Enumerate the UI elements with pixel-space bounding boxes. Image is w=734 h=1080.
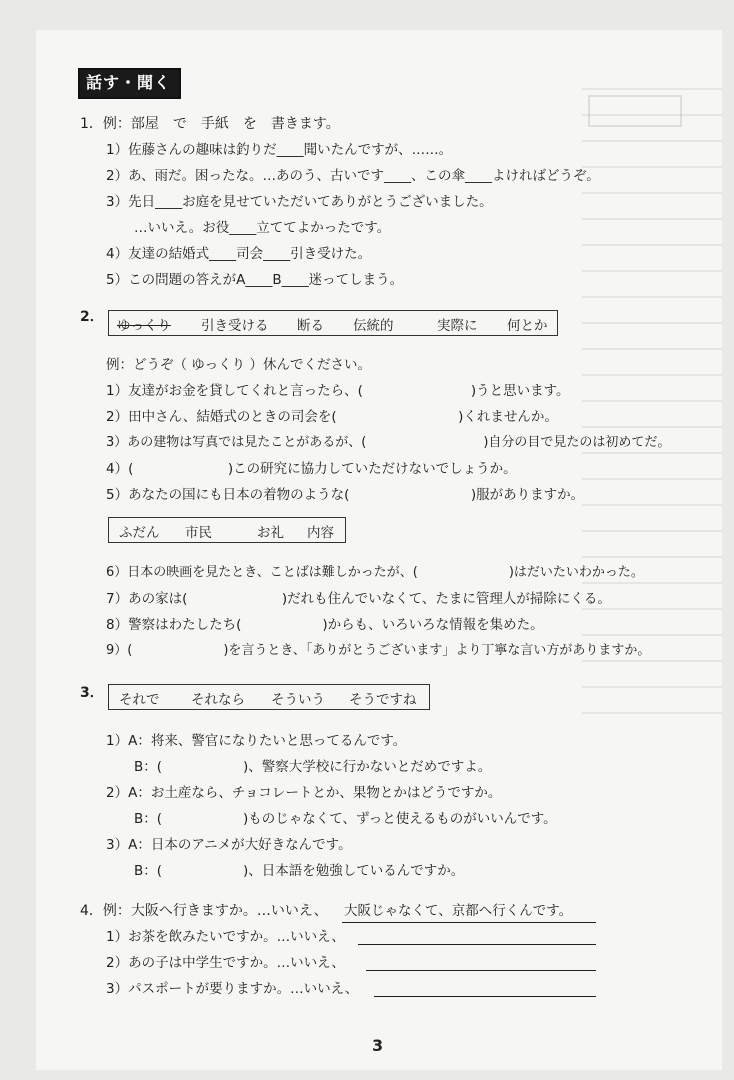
ex3-item-3-b: B：( )、日本語を勉強しているんですか。 bbox=[134, 863, 465, 879]
ex4-item-2: 2）あの子は中学生ですか。…いいえ、 bbox=[106, 955, 345, 971]
ex2-item-6: 6）日本の映画を見たとき、ことばは難しかったが、( )はだいたいわかった。 bbox=[106, 565, 644, 580]
answer-line[interactable] bbox=[366, 970, 596, 971]
ex1-item-1: 1）佐藤さんの趣味は釣りだ____聞いたんですが、……。 bbox=[106, 142, 453, 158]
bleed-through-tab bbox=[588, 95, 682, 127]
ex4-item-3: 3）パスポートが要りますか。…いいえ、 bbox=[106, 981, 359, 997]
word-box-item: お礼 bbox=[257, 525, 284, 541]
word-box-item: 引き受ける bbox=[201, 318, 269, 334]
ex1-item-3: 3）先日____お庭を見せていただいてありがとうございました。 bbox=[106, 194, 493, 210]
ex2-item-3: 3）あの建物は写真では見たことがあるが、( )自分の目で見たのは初めてだ。 bbox=[106, 435, 671, 450]
word-box-item: そうですね bbox=[349, 692, 417, 708]
word-box-item: それで bbox=[119, 692, 160, 708]
ex3-item-2-b: B：( )ものじゃなくて、ずっと使えるものがいいんです。 bbox=[134, 811, 557, 827]
ex2-item-7: 7）あの家は( )だれも住んでいなくて、たまに管理人が掃除にくる。 bbox=[106, 591, 611, 607]
ex2-number: 2． bbox=[80, 309, 104, 325]
answer-line[interactable] bbox=[358, 944, 596, 945]
bleed-through-texture bbox=[582, 88, 722, 728]
ex3-word-box bbox=[108, 684, 430, 710]
ex1-example: 1．例：部屋 で 手紙 を 書きます。 bbox=[80, 116, 340, 132]
ex1-item-3-reply: …いいえ。お役____立ててよかったです。 bbox=[134, 220, 391, 236]
ex4-item-1: 1）お茶を飲みたいですか。…いいえ、 bbox=[106, 929, 345, 945]
word-box-item: 市民 bbox=[185, 525, 212, 541]
word-box-item: ゆっくり bbox=[117, 318, 171, 334]
ex2-item-4: 4）( )この研究に協力していただけないでしょうか。 bbox=[106, 461, 517, 477]
ex2-item-2: 2）田中さん、結婚式のときの司会を( )くれませんか。 bbox=[106, 409, 558, 425]
ex2-item-1: 1）友達がお金を貸してくれと言ったら、( )うと思います。 bbox=[106, 383, 570, 399]
ex2-item-9: 9）( )を言うとき、「ありがとうございます」より丁寧な言い方がありますか。 bbox=[106, 643, 651, 658]
ex2-item-8: 8）警察はわたしたち( )からも、いろいろな情報を集めた。 bbox=[106, 617, 544, 633]
ex3-item-3-a: 3）A：日本のアニメが大好きなんです。 bbox=[106, 837, 352, 853]
ex3-item-2-a: 2）A：お土産なら、チョコレートとか、果物とかはどうですか。 bbox=[106, 785, 502, 801]
answer-line bbox=[342, 922, 596, 923]
answer-line[interactable] bbox=[374, 996, 596, 997]
ex2-example: 例：どうぞ（ ゆっくり ）休んでください。 bbox=[106, 357, 371, 373]
word-box-item: 実際に bbox=[437, 318, 478, 334]
ex3-number: 3． bbox=[80, 685, 104, 701]
ex1-item-4: 4）友達の結婚式____司会____引き受けた。 bbox=[106, 246, 372, 262]
word-box-item: ふだん bbox=[119, 525, 160, 541]
ex2-word-box-2 bbox=[108, 517, 346, 543]
word-box-item: 伝統的 bbox=[353, 318, 394, 334]
ex1-item-5: 5）この問題の答えがA____B____迷ってしまう。 bbox=[106, 272, 404, 288]
word-box-item: そういう bbox=[271, 692, 325, 708]
word-box-item: 内容 bbox=[307, 525, 334, 541]
ex1-item-2: 2）あ、雨だ。困ったな。…あのう、古いです____、この傘____よければどうぞ。 bbox=[106, 168, 600, 184]
section-title: 話す・聞く bbox=[78, 68, 181, 99]
ex3-item-1-a: 1）A：将来、警官になりたいと思ってるんです。 bbox=[106, 733, 407, 749]
word-box-item: 何とか bbox=[507, 318, 548, 334]
ex3-item-1-b: B：( )、警察大学校に行かないとだめですよ。 bbox=[134, 759, 492, 775]
word-box-item: それなら bbox=[191, 692, 245, 708]
ex4-example: 4．例：大阪へ行きますか。…いいえ、 bbox=[80, 903, 328, 919]
ex2-word-box bbox=[108, 310, 558, 336]
ex2-item-5: 5）あなたの国にも日本の着物のような( )服がありますか。 bbox=[106, 487, 585, 503]
word-box-item: 断る bbox=[297, 318, 324, 334]
ex4-example-answer: 大阪じゃなくて、京都へ行くんです。 bbox=[344, 903, 573, 919]
page-number: 3 bbox=[372, 1036, 384, 1055]
